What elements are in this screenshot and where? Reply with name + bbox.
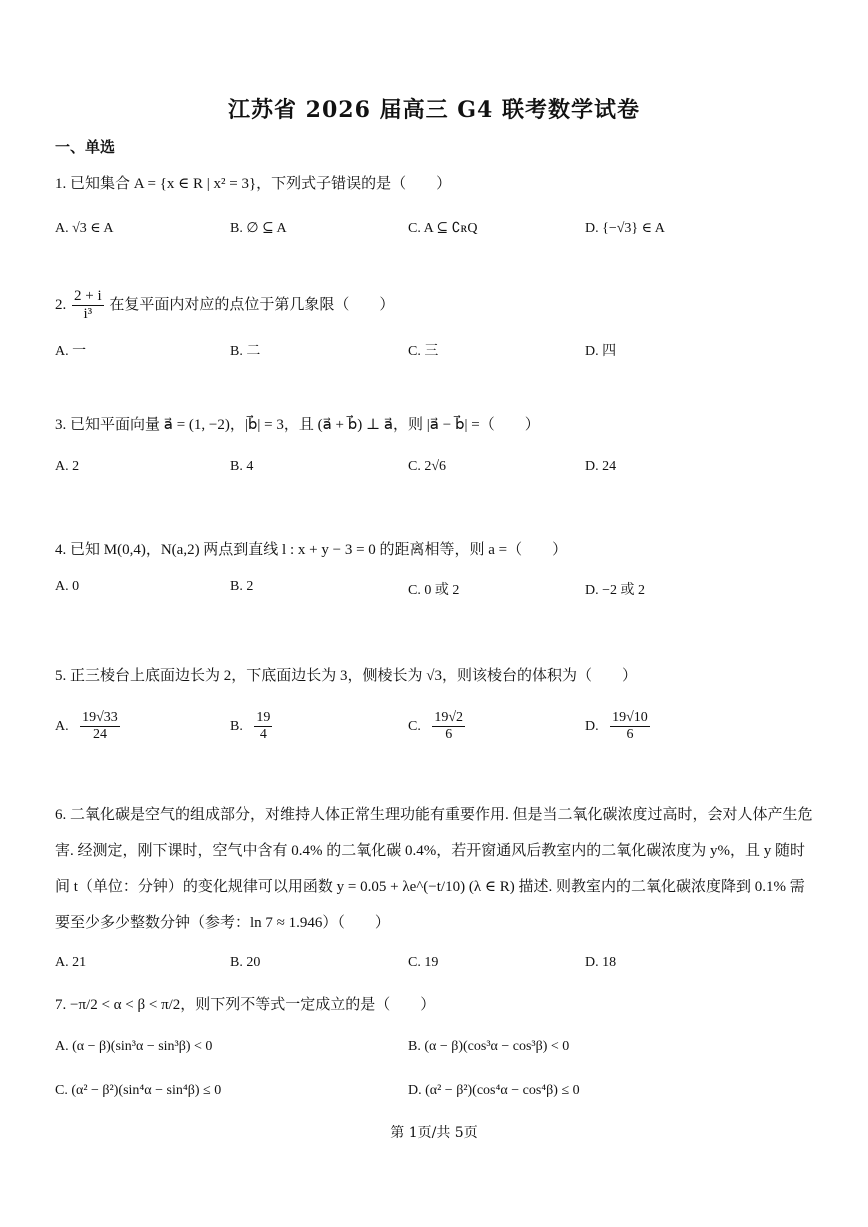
question-4-option-c: C. 0 或 2 xyxy=(408,583,460,598)
fraction xyxy=(432,710,465,743)
question-1-option-d: D. {−√3} ∈ A xyxy=(585,221,665,236)
question-6-option-d: D. 18 xyxy=(585,955,617,970)
page-title: 江苏省 2026 届高三 G4 联考数学试卷 xyxy=(228,97,640,123)
question-5-option-a xyxy=(55,710,122,743)
question-4-option-b: B. 2 xyxy=(230,579,254,594)
fraction-numerator: 19√2 xyxy=(434,710,464,725)
fraction-numerator: 19√10 xyxy=(612,710,648,725)
fraction-denominator: 24 xyxy=(92,727,107,742)
question-7-option-a: A. (α − β)(sin³α − sin³β) < 0 xyxy=(55,1039,213,1054)
question-4-option-a: A. 0 xyxy=(55,579,80,594)
question-3-option-a: A. 2 xyxy=(55,459,80,474)
question-1-option-c: C. A ⊆ ∁ʀQ xyxy=(408,221,478,236)
section-heading: 一、单选 xyxy=(55,138,116,156)
fraction-numerator: 2 + i xyxy=(74,288,102,304)
fraction xyxy=(80,710,120,743)
question-7-stem: 7. −π/2 < α < β < π/2，则下列不等式一定成立的是（ ） xyxy=(55,997,436,1013)
fraction xyxy=(610,710,650,743)
fraction-denominator: 4 xyxy=(259,727,267,742)
question-1-stem: 1. 已知集合 A = {x ∈ R | x² = 3}，下列式子错误的是（ ） xyxy=(55,176,452,192)
question-number: 2. xyxy=(55,296,67,313)
question-3-stem: 3. 已知平面向量 a⃗ = (1, −2)，|b⃗| = 3，且 (a⃗ + b⃗) ⊥ a⃗，则 |a⃗ − b⃗| =（ ） xyxy=(55,417,540,433)
question-7-option-c: C. (α² − β²)(sin⁴α − sin⁴β) ≤ 0 xyxy=(55,1083,222,1098)
fraction-denominator: 6 xyxy=(445,727,453,742)
option-label: D. xyxy=(585,718,599,734)
question-4-option-d: D. −2 或 2 xyxy=(585,583,646,598)
question-2-option-a: A. 一 xyxy=(55,344,87,359)
question-2-option-c: C. 三 xyxy=(408,344,439,359)
question-1-option-b: B. ∅ ⊆ A xyxy=(230,221,287,236)
question-7-option-d: D. (α² − β²)(cos⁴α − cos⁴β) ≤ 0 xyxy=(408,1083,580,1098)
question-2-option-d: D. 四 xyxy=(585,344,617,359)
fraction xyxy=(254,710,272,743)
question-4-stem: 4. 已知 M(0,4)，N(a,2) 两点到直线 l : x + y − 3 = 0 的距离相等，则 a =（ ） xyxy=(55,542,568,558)
question-2-option-b: B. 二 xyxy=(230,344,261,359)
option-label: B. xyxy=(230,718,243,734)
question-text: 在复平面内对应的点位于第几象限（ ） xyxy=(109,296,395,313)
option-label: A. xyxy=(55,718,69,734)
question-5-stem: 5. 正三棱台上底面边长为 2，下底面边长为 3，侧棱长为 √3，则该棱台的体积为（ ） xyxy=(55,668,637,684)
fraction-denominator: i³ xyxy=(83,306,93,322)
question-5-option-c xyxy=(408,710,467,743)
fraction-denominator: 6 xyxy=(626,727,634,742)
question-7-option-b: B. (α − β)(cos³α − cos³β) < 0 xyxy=(408,1039,570,1054)
question-6-option-a: A. 21 xyxy=(55,955,87,970)
question-6-stem: 6. 二氧化碳是空气的组成部分，对维持人体正常生理功能有重要作用. 但是当二氧化碳浓度过高时，会对人体产生危害. 经测定，刚下课时，空气中含有 0.4% 的二氧化碳 0.4%，若开窗通风后教室内的二氧化碳浓度为 y%，且 y 随时间 t（单位：分钟）的变化规律可以用函数 y = 0.05 + λe^(−t/10) (λ ∈ R) 描述. 则教室内的二氧化碳浓度降到 0.1% 需要至少多少整数分钟（参考：ln 7 ≈ 1.946）（ ） xyxy=(55,807,813,931)
question-3-option-b: B. 4 xyxy=(230,459,254,474)
question-5-option-b xyxy=(230,710,274,743)
fraction xyxy=(72,288,104,323)
question-1-option-a: A. √3 ∈ A xyxy=(55,221,114,236)
fraction-numerator: 19 xyxy=(256,710,271,725)
question-3-option-c: C. 2√6 xyxy=(408,459,447,474)
question-6-option-b: B. 20 xyxy=(230,955,261,970)
question-2-stem xyxy=(55,288,394,323)
fraction-numerator: 19√33 xyxy=(82,710,118,725)
question-3-option-d: D. 24 xyxy=(585,459,617,474)
option-label: C. xyxy=(408,718,421,734)
page-footer: 第 1页/共 5页 xyxy=(390,1125,478,1141)
question-6-option-c: C. 19 xyxy=(408,955,439,970)
question-5-option-d xyxy=(585,710,652,743)
